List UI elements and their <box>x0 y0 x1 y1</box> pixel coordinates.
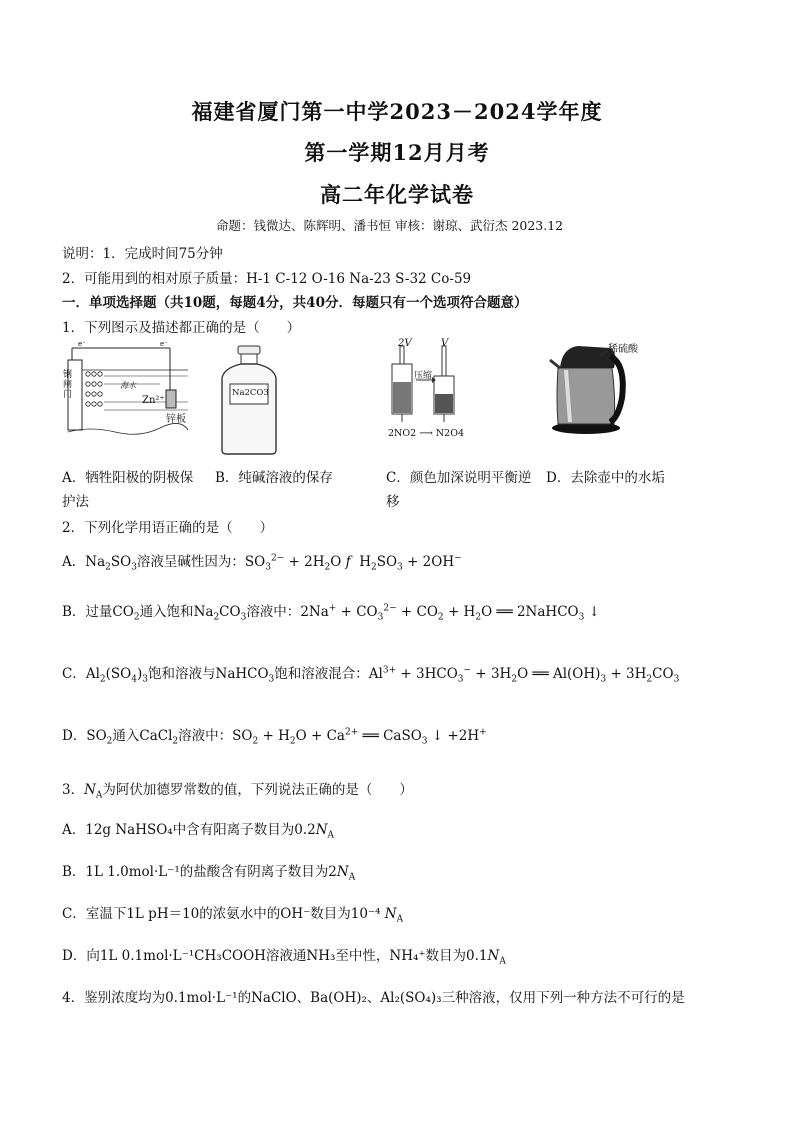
label-reaction: 2NO2 ⟶ N2O4 <box>388 428 465 439</box>
q1-option-c-line2: 移 <box>386 494 400 510</box>
q1-option-c-line1: C．颜色加深说明平衡逆 <box>386 470 532 486</box>
q1-option-d: D．去除壶中的水垢 <box>546 470 665 486</box>
section-heading: 一．单项选择题（共10题，每题4分，共40分．每题只有一个选项符合题意） <box>62 295 528 311</box>
label-2v: 2V <box>398 338 412 349</box>
label-steel-gate: 钢闸门 <box>63 370 73 400</box>
q3-option-b: B．1L 1.0mol·L⁻¹的盐酸含有阴离子数目为$2N_A$ <box>62 864 356 883</box>
label-seawater: 海水 <box>120 381 136 390</box>
authors-line: 命题：钱微达、陈辉明、潘书恒 审核：谢琼、武衍杰 2023.12 <box>216 218 564 233</box>
label-zn-ion: Zn²⁺ <box>142 395 165 406</box>
title-line-3: 高二年化学试卷 <box>320 182 474 207</box>
q3-option-c: C．室温下1L pH＝10的浓氨水中的OH⁻数目为10⁻⁴ $N_A$ <box>62 906 404 925</box>
q3-stem: 3．$N_A$为阿伏加德罗常数的值，下列说法正确的是（ ） <box>62 782 413 801</box>
label-dilute-sulfuric-acid: 稀硫酸 <box>608 344 638 355</box>
label-electron-2: e⁻ <box>160 340 168 348</box>
figure-b-reagent-bottle <box>218 344 280 456</box>
q1-option-b: B．纯碱溶液的保存 <box>215 470 333 486</box>
q2-option-c: C．$Al_2(SO_4)_3$饱和溶液与NaHCO$_3$饱和溶液混合：$Al^{3+} + 3HCO_3^- + 3H_2O$ ══ $Al(OH)_3 + 3H_2CO_3$ <box>62 665 680 685</box>
q3-option-d: D．向1L 0.1mol·L⁻¹CH₃COOH溶液通NH₃至中性，NH₄⁺数目为$0.1N_A$ <box>62 948 506 967</box>
label-compress: 压缩 <box>414 371 433 381</box>
label-zinc-plate: 锌板 <box>166 414 186 425</box>
q2-option-a: A．$Na_2SO_3$溶液呈碱性因为：$SO_3^{2-} + 2H_2O$ f $H_2SO_3 + 2OH^-$ <box>62 553 462 573</box>
q2-stem: 2．下列化学用语正确的是（ ） <box>62 520 274 536</box>
q1-stem: 1．下列图示及描述都正确的是（ ） <box>62 320 301 336</box>
figure-c-syringes <box>386 338 486 444</box>
q2-option-d: D．$SO_2$通入CaCl$_2$溶液中：$SO_2 + H_2O + Ca^{2+}$ ══ CaSO$_3$ ↓ +2H+ <box>62 727 487 747</box>
label-v: V <box>441 338 449 349</box>
figure-d-kettle <box>548 338 654 438</box>
note-line-1: 说明：1．完成时间75分钟 <box>62 246 223 262</box>
figure-a-steel-gate <box>60 340 190 445</box>
bottle-label: Na2CO3 <box>232 388 269 398</box>
q4-stem: 4．鉴别浓度均为0.1mol·L⁻¹的NaClO、Ba(OH)₂、Al₂(SO₄)₃三种溶液，仅用下列一种方法不可行的是 <box>62 990 685 1006</box>
q1-option-a-line1: A．牺牲阳极的阴极保 <box>62 470 194 486</box>
q1-option-a-line2: 护法 <box>62 494 89 510</box>
q3-option-a: A．12g NaHSO₄中含有阳离子数目为$0.2N_A$ <box>62 822 335 841</box>
label-electron-1: e⁻ <box>78 340 86 348</box>
q2-option-b: B．过量$CO_2$通入饱和$Na_2CO_3$溶液中：$2Na^+ + CO_3^{2-} + CO_2 + H_2O$ ══ 2NaHCO$_3$ ↓ <box>62 603 600 623</box>
title-line-1: 福建省厦门第一中学2023－2024学年度 <box>191 99 603 124</box>
title-line-2: 第一学期12月月考 <box>304 140 490 165</box>
note-line-2: 2．可能用到的相对原子质量：H-1 C-12 O-16 Na-23 S-32 Co-59 <box>62 271 472 287</box>
